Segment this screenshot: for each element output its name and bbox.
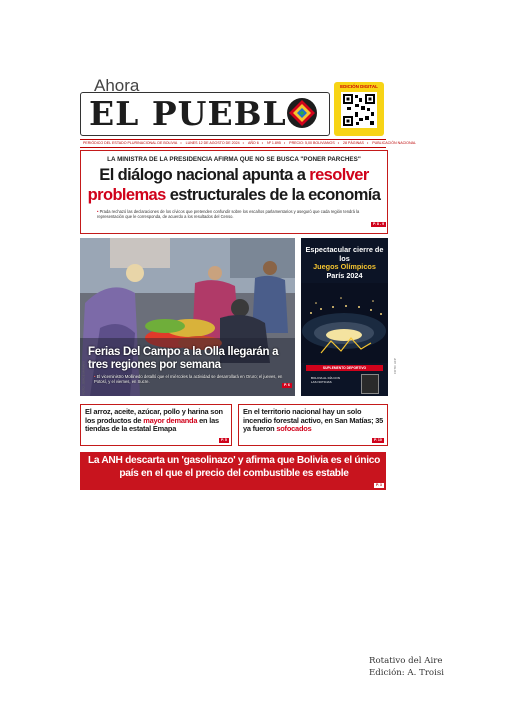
olympics-credit: FOTO: AFP [392, 358, 397, 374]
photo-headline: Ferias Del Campo a la Olla llegarán a tres regiones por semana [88, 346, 279, 371]
info-item: PERIÓDICO DEL ESTADO PLURINACIONAL DE BOLIVIA [83, 141, 178, 145]
anh-banner-text: La ANH descarta un 'gasolinazo' y afirma que Bolivia es el único país en el que el precio del combustible es estable [87, 455, 381, 479]
footer-line2: Edición: A. Troisi [369, 667, 445, 678]
emapa-page-badge: P. 5 [221, 438, 227, 442]
newspaper-front-page [78, 76, 416, 490]
olympics-promo-text: BOLIVIA AL DÍA CON LAS NOTICIAS [311, 376, 340, 384]
olympics-line1: Espectacular cierre de los [305, 245, 384, 263]
lead-story[interactable] [80, 150, 388, 234]
supplement-badge: SUPLEMENTO DEPORTIVO [306, 365, 383, 371]
olympics-line2: Juegos Olímpicos [313, 262, 376, 271]
lead-headline-line2 [81, 186, 387, 205]
emapa-story[interactable] [80, 404, 232, 446]
emapa-text-a: El arroz, aceite, azúcar, pollo y harina son los productos de [85, 407, 223, 425]
masthead-info-bar: PERIÓDICO DEL ESTADO PLURINACIONAL DE BOLIVIA • LUNES 12 DE AGOSTO DE 2024 • AÑO 6 • Nº 1.895 • PRECIO: 5,00 BOLIVIANOS • 28 PÁGINAS • PUBLICACIÓN NACIONAL [80, 139, 386, 148]
emapa-text-b: en las tiendas de la estatal Emapa [85, 415, 219, 434]
masthead-title: EL PUEBL [89, 94, 287, 133]
lead-headline-red: problemas [87, 186, 166, 204]
lead-deck-text: Prada rechazó las declaraciones de los cívicos que pretenden confundir sobre los escaños parlamentarios y aseguró que cada región tendrá la representación que le corresponda, de acuerdo a los resultados del Censo. [97, 209, 360, 220]
info-item: 28 PÁGINAS [342, 141, 364, 145]
market-photo-story[interactable] [80, 238, 295, 396]
wildfire-story[interactable] [238, 404, 388, 446]
qr-code-icon[interactable] [341, 92, 377, 128]
magazine-cover-icon [361, 374, 379, 394]
info-item: Nº 1.895 [267, 141, 281, 145]
lead-headline-text: estructurales de la economía [165, 186, 381, 204]
lead-headline-text: El diálogo nacional apunta a [99, 166, 310, 184]
aguayo-o-logo-icon [286, 97, 318, 129]
wildfire-text-a: En el territorio nacional hay un solo incendio forestal activo, en San Matías; 35 ya fueron [243, 407, 384, 434]
lead-deck: • Prada rechazó las declaraciones de los cívicos que pretenden confundir sobre los escaños parlamentarios y aseguró que cada región tendrá la representación que le corresponda, de acuerdo a los resultados del Censo. [97, 209, 360, 220]
wildfire-page-badge: P. 10 [374, 438, 382, 442]
olympics-promo[interactable] [301, 238, 388, 396]
lead-kicker: LA MINISTRA DE LA PRESIDENCIA AFIRMA QUE NO SE BUSCA "PONER PARCHES" [107, 156, 361, 163]
qr-edition-box[interactable] [334, 82, 384, 136]
info-item: PUBLICACIÓN NACIONAL [372, 141, 416, 145]
info-item: PRECIO: 5,00 BOLIVIANOS [289, 141, 335, 145]
masthead [78, 76, 390, 138]
lead-headline-red: resolver [309, 166, 369, 184]
footer-credits [369, 656, 444, 679]
olympics-line3: París 2024 [326, 271, 363, 280]
masthead-title-box [80, 92, 330, 136]
lead-headline-line1 [81, 166, 387, 185]
info-item: LUNES 12 DE AGOSTO DE 2024 [185, 141, 240, 145]
wildfire-text-red: sofocados [276, 424, 312, 434]
emapa-text [85, 408, 231, 434]
market-photo-image [80, 238, 295, 396]
anh-banner-story[interactable] [80, 452, 386, 490]
masthead-ahora: Ahora [94, 76, 140, 95]
wildfire-text [243, 408, 387, 434]
emapa-text-red: mayor demanda [143, 415, 198, 425]
photo-page-badge: P. 6 [284, 383, 290, 387]
lead-page-badge: P. 8 - 9 [373, 222, 385, 226]
qr-label: EDICIÓN DIGITAL [340, 84, 378, 89]
photo-deck-text: El viceministro Mollinedo detalló que el miércoles la actividad se desarrollará en Oruro; el jueves, en Potosí, y el viernes, en Sucre. [94, 374, 283, 385]
photo-deck: • El viceministro Mollinedo detalló que el miércoles la actividad se desarrollará en Oruro; el jueves, en Potosí, y el viernes, en Sucre. [94, 374, 283, 385]
info-item: AÑO 6 [247, 141, 259, 145]
photo-credit: FOTO: JORGE MAMANI [81, 361, 86, 395]
stadium-image [301, 283, 388, 363]
anh-page-badge: P. 3 [376, 483, 382, 487]
footer-line1: Rotativo del Aire [369, 656, 443, 666]
